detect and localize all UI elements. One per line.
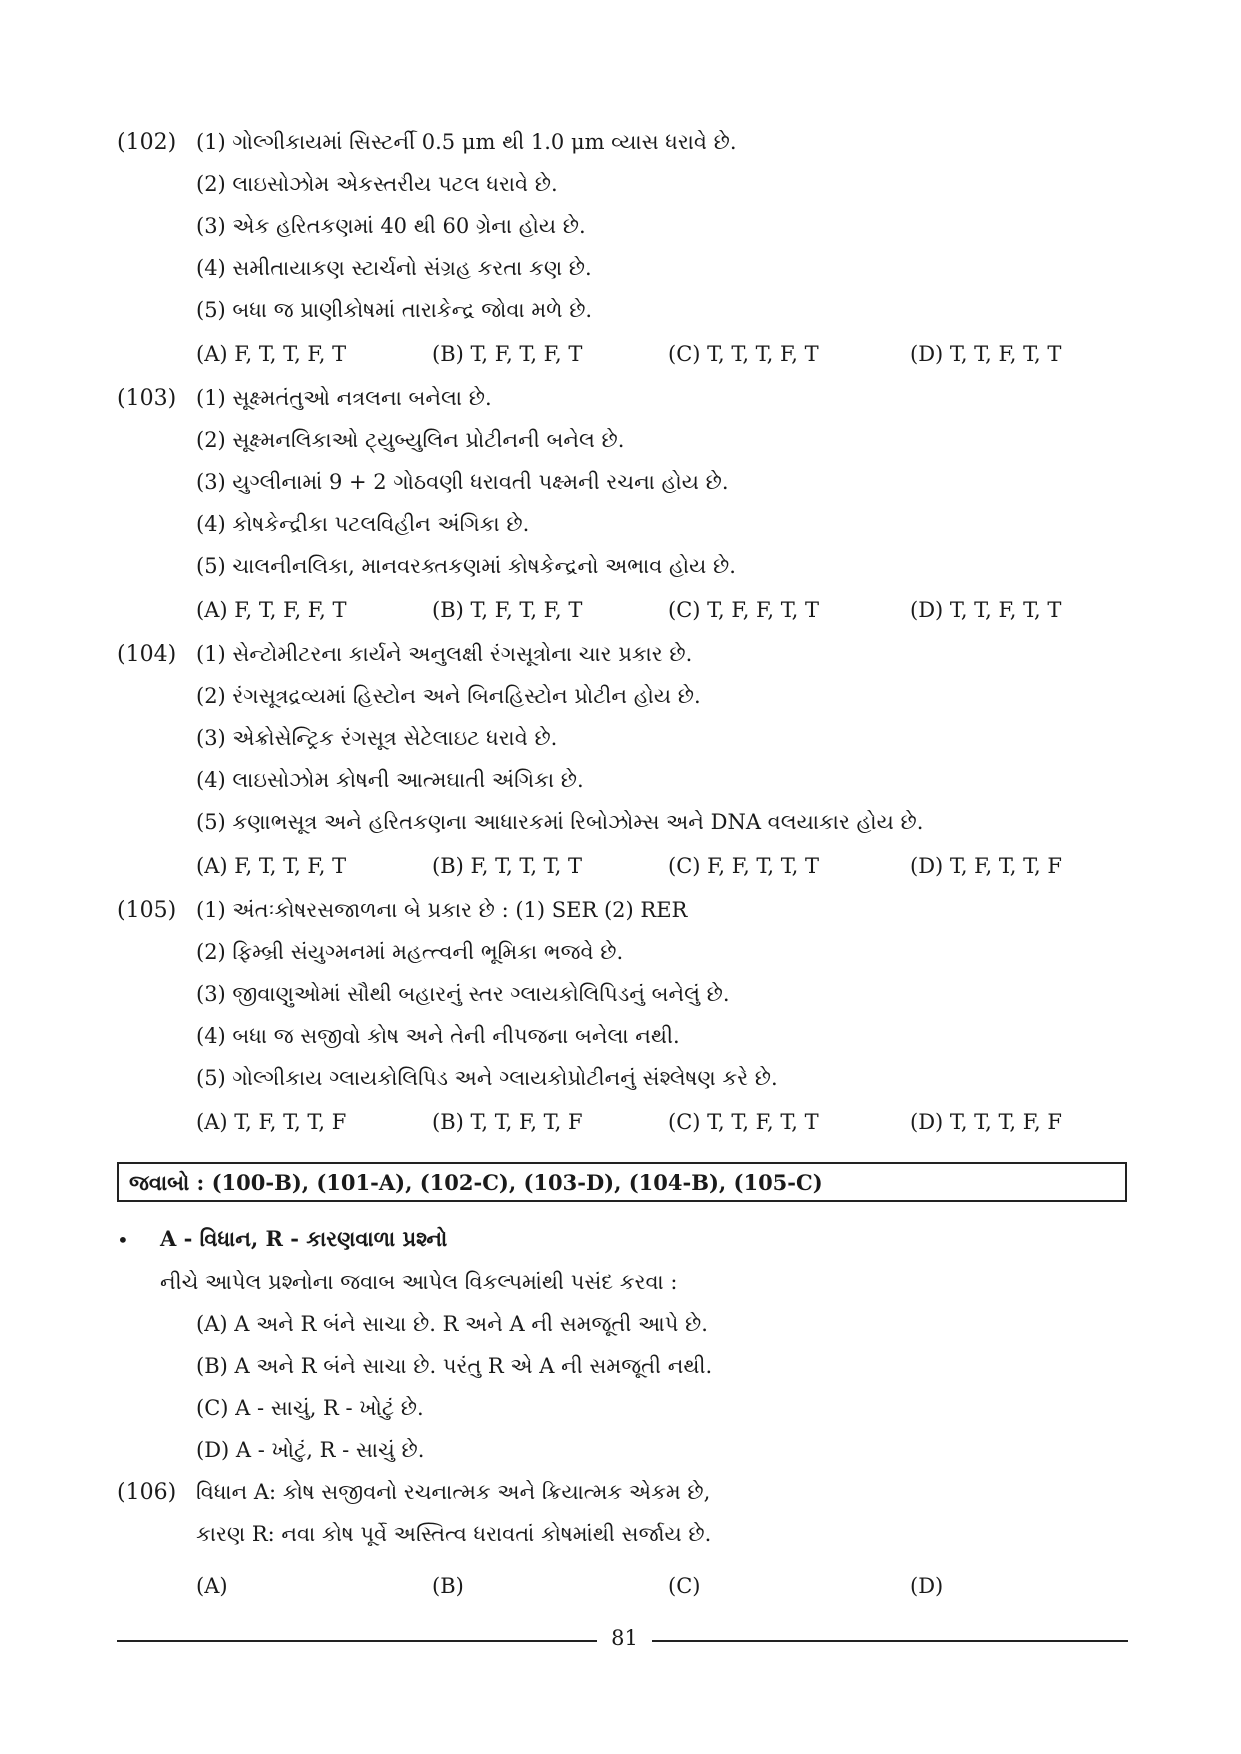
- statement-3: (3) યુગ્લીનામાં 9 + 2 ગોઠવણી ધરાવતી પક્ષ્મની રચના હોય છે.: [196, 470, 729, 494]
- statement-4: (4) બધા જ સજીવો કોષ અને તેની નીપજના બનેલા નથી.: [196, 1024, 680, 1048]
- option-a: (A) T, F, T, T, F: [196, 1110, 347, 1134]
- page-number: 81: [611, 1626, 638, 1650]
- statement-3: (3) જીવાણુઓમાં સૌથી બહારનું સ્તર ગ્લાયકોલિપિડનું બનેલું છે.: [196, 982, 730, 1006]
- choice-d-definition: (D) A - ખોટું, R - સાચું છે.: [196, 1438, 425, 1462]
- option-b: (B) F, T, T, T, T: [432, 854, 582, 878]
- statement-3: (3) એક્રોસેન્ટ્રિક રંગસૂત્ર સેટેલાઇટ ધરાવે છે.: [196, 726, 558, 750]
- footer-divider-left: [117, 1640, 597, 1642]
- answer-options: [196, 1110, 1136, 1140]
- reason-statement: કારણ R: નવા કોષ પૂર્વે અસ્તિત્વ ધરાવતાં કોષમાંથી સર્જાય છે.: [196, 1522, 712, 1546]
- statement-4: (4) લાઇસોઝોમ કોષની આત્મઘાતી અંગિકા છે.: [196, 768, 584, 792]
- option-c: (C) T, T, T, F, T: [668, 342, 819, 366]
- option-a: (A): [196, 1574, 228, 1598]
- answer-options: [196, 1574, 1136, 1604]
- option-c: (C) T, F, F, T, T: [668, 598, 819, 622]
- option-d: (D) T, T, F, T, T: [910, 342, 1062, 366]
- option-c: (C) F, F, T, T, T: [668, 854, 819, 878]
- option-b: (B): [432, 1574, 464, 1598]
- option-d: (D): [910, 1574, 944, 1598]
- option-b: (B) T, F, T, F, T: [432, 598, 583, 622]
- answer-key-box: જવાબો : (100-B), (101-A), (102-C), (103-D), (104-B), (105-C): [117, 1162, 1127, 1202]
- section-heading: A - વિધાન, R - કારણવાળા પ્રશ્નો: [160, 1226, 448, 1251]
- answer-options: [196, 854, 1136, 884]
- statement-5: (5) બધા જ પ્રાણીકોષમાં તારાકેન્દ્ર જોવા મળે છે.: [196, 298, 593, 322]
- statement-2: (2) ફિમ્બ્રી સંયુગ્મનમાં મહત્ત્વની ભૂમિકા ભજવે છે.: [196, 940, 624, 964]
- question-number: (104): [117, 642, 177, 667]
- statement-5: (5) ગોલ્ગીકાય ગ્લાયકોલિપિડ અને ગ્લાયકોપ્રોટીનનું સંશ્લેષણ કરે છે.: [196, 1066, 778, 1090]
- statement-1: (1) અંતઃકોષરસજાળના બે પ્રકાર છે : (1) SER (2) RER: [196, 898, 688, 922]
- statement-1: (1) સેન્ટોમીટરના કાર્યને અનુલક્ષી રંગસૂત્રોના ચાર પ્રકાર છે.: [196, 642, 693, 666]
- option-c: (C) T, T, F, T, T: [668, 1110, 819, 1134]
- statement-2: (2) સૂક્ષ્મનલિકાઓ ટ્યુબ્યુલિન પ્રોટીનની બનેલ છે.: [196, 428, 625, 452]
- option-a: (A) F, T, T, F, T: [196, 342, 347, 366]
- statement-1: (1) સૂક્ષ્મતંતુઓ નત્રલના બનેલા છે.: [196, 386, 492, 410]
- choice-c-definition: (C) A - સાચું, R - ખોટું છે.: [196, 1396, 424, 1420]
- statement-5: (5) ચાલનીનલિકા, માનવરક્તકણમાં કોષકેન્દ્રનો અભાવ હોય છે.: [196, 554, 736, 578]
- option-b: (B) T, F, T, F, T: [432, 342, 583, 366]
- question-number: (102): [117, 130, 177, 155]
- answer-options: [196, 342, 1136, 372]
- statement-1: (1) ગોલ્ગીકાયમાં સિસ્ટર્ની 0.5 μm થી 1.0 μm વ્યાસ ધરાવે છે.: [196, 130, 737, 154]
- choice-b-definition: (B) A અને R બંને સાચા છે. પરંતુ R એ A ની સમજૂતી નથી.: [196, 1354, 713, 1378]
- question-number: (103): [117, 386, 177, 411]
- option-c: (C): [668, 1574, 701, 1598]
- statement-3: (3) એક હરિતકણમાં 40 થી 60 ગ્રેના હોય છે.: [196, 214, 586, 238]
- option-b: (B) T, T, F, T, F: [432, 1110, 583, 1134]
- choice-a-definition: (A) A અને R બંને સાચા છે. R અને A ની સમજૂતી આપે છે.: [196, 1312, 708, 1336]
- assertion-statement: વિધાન A: કોષ સજીવનો રચનાત્મક અને ક્રિયાત્મક એકમ છે,: [196, 1480, 711, 1504]
- question-number: (105): [117, 898, 177, 923]
- answer-options: [196, 598, 1136, 628]
- option-a: (A) F, T, F, F, T: [196, 598, 347, 622]
- statement-4: (4) કોષકેન્દ્રીકા પટલવિહીન અંગિકા છે.: [196, 512, 530, 536]
- statement-2: (2) રંગસૂત્રદ્રવ્યમાં હિસ્ટોન અને બિનહિસ્ટોન પ્રોટીન હોય છે.: [196, 684, 701, 708]
- section-instructions: નીચે આપેલ પ્રશ્નોના જવાબ આપેલ વિકલ્પમાંથી પસંદ કરવા :: [160, 1270, 678, 1294]
- option-d: (D) T, T, T, F, F: [910, 1110, 1062, 1134]
- footer-divider-right: [652, 1640, 1128, 1642]
- option-a: (A) F, T, T, F, T: [196, 854, 347, 878]
- statement-4: (4) સમીતાયાકણ સ્ટાર્ચનો સંગ્રહ કરતા કણ છે.: [196, 256, 592, 280]
- bullet-icon: •: [117, 1228, 129, 1252]
- statement-2: (2) લાઇસોઝોમ એકસ્તરીય પટલ ધરાવે છે.: [196, 172, 558, 196]
- statement-5: (5) કણાભસૂત્ર અને હરિતકણના આધારકમાં રિબોઝોમ્સ અને DNA વલયાકાર હોય છે.: [196, 810, 924, 834]
- option-d: (D) T, T, F, T, T: [910, 598, 1062, 622]
- option-d: (D) T, F, T, T, F: [910, 854, 1062, 878]
- question-number: (106): [117, 1480, 177, 1505]
